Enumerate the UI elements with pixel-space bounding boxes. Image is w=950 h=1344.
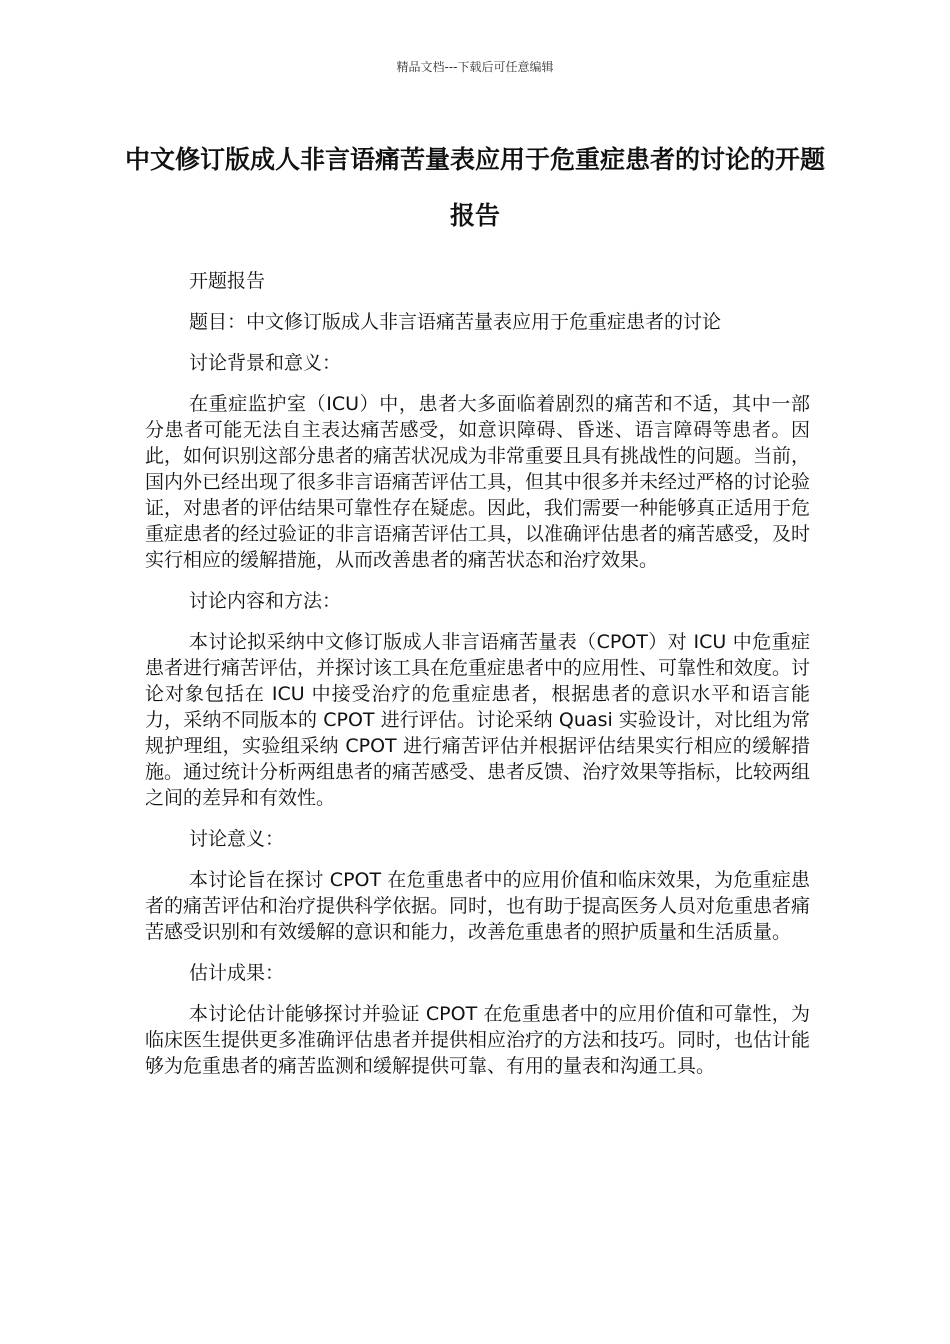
document-title: 中文修订版成人非言语痛苦量表应用于危重症患者的讨论的开题报告 <box>124 145 825 230</box>
background-label: 讨论背景和意义： <box>189 352 342 374</box>
significance-label: 讨论意义： <box>189 828 285 850</box>
results-paragraph: 本讨论估计能够探讨并验证 CPOT 在危重患者中的应用价值和可靠性，为临床医生提供更多准确评估患者并提供相应治疗的方法和技巧。同时，也估计能够为危重患者的痛苦监测和缓解提供可靠、有用的量表和沟通工具。 <box>145 1003 811 1077</box>
methods-paragraph: 本讨论拟采纳中文修订版成人非言语痛苦量表（CPOT）对 ICU 中危重症患者进行痛苦评估，并探讨该工具在危重症患者中的应用性、可靠性和效度。讨论对象包括在 ICU 中接受治疗的危重症患者，根据患者的意识水平和语言能力，采纳不同版本的 CPOT 进行评估。讨论采纳 Quasi 实验设计，对比组为常规护理组，实验组采纳 CPOT 进行痛苦评估并根据评估结果实行相应的缓解措施。通过统计分析两组患者的痛苦感受、患者反馈、治疗效果等指标，比较两组之间的差异和有效性。 <box>145 631 811 809</box>
document-body <box>145 268 810 1094</box>
significance-paragraph: 本讨论旨在探讨 CPOT 在危重患者中的应用价值和临床效果，为危重症患者的痛苦评估和治疗提供科学依据。同时，也有助于提高医务人员对危重患者痛苦感受识别和有效缓解的意识和能力，改善危重患者的照护质量和生活质量。 <box>145 869 811 943</box>
intro-label: 开题报告 <box>189 270 266 292</box>
methods-label: 讨论内容和方法： <box>189 590 342 612</box>
topic-line: 题目：中文修订版成人非言语痛苦量表应用于危重症患者的讨论 <box>189 311 722 333</box>
results-label: 估计成果： <box>189 962 285 984</box>
background-paragraph: 在重症监护室（ICU）中，患者大多面临着剧烈的痛苦和不适，其中一部分患者可能无法自主表达痛苦感受，如意识障碍、昏迷、语言障碍等患者。因此，如何识别这部分患者的痛苦状况成为非常重要且具有挑战性的问题。当前，国内外已经出现了很多非言语痛苦评估工具，但其中很多并未经过严格的讨论验证，对患者的评估结果可靠性存在疑虑。因此，我们需要一种能够真正适用于危重症患者的经过验证的非言语痛苦评估工具，以准确评估患者的痛苦感受，及时实行相应的缓解措施，从而改善患者的痛苦状态和治疗效果。 <box>145 393 811 571</box>
header-note: 精品文档---下载后可任意编辑 <box>396 60 554 74</box>
